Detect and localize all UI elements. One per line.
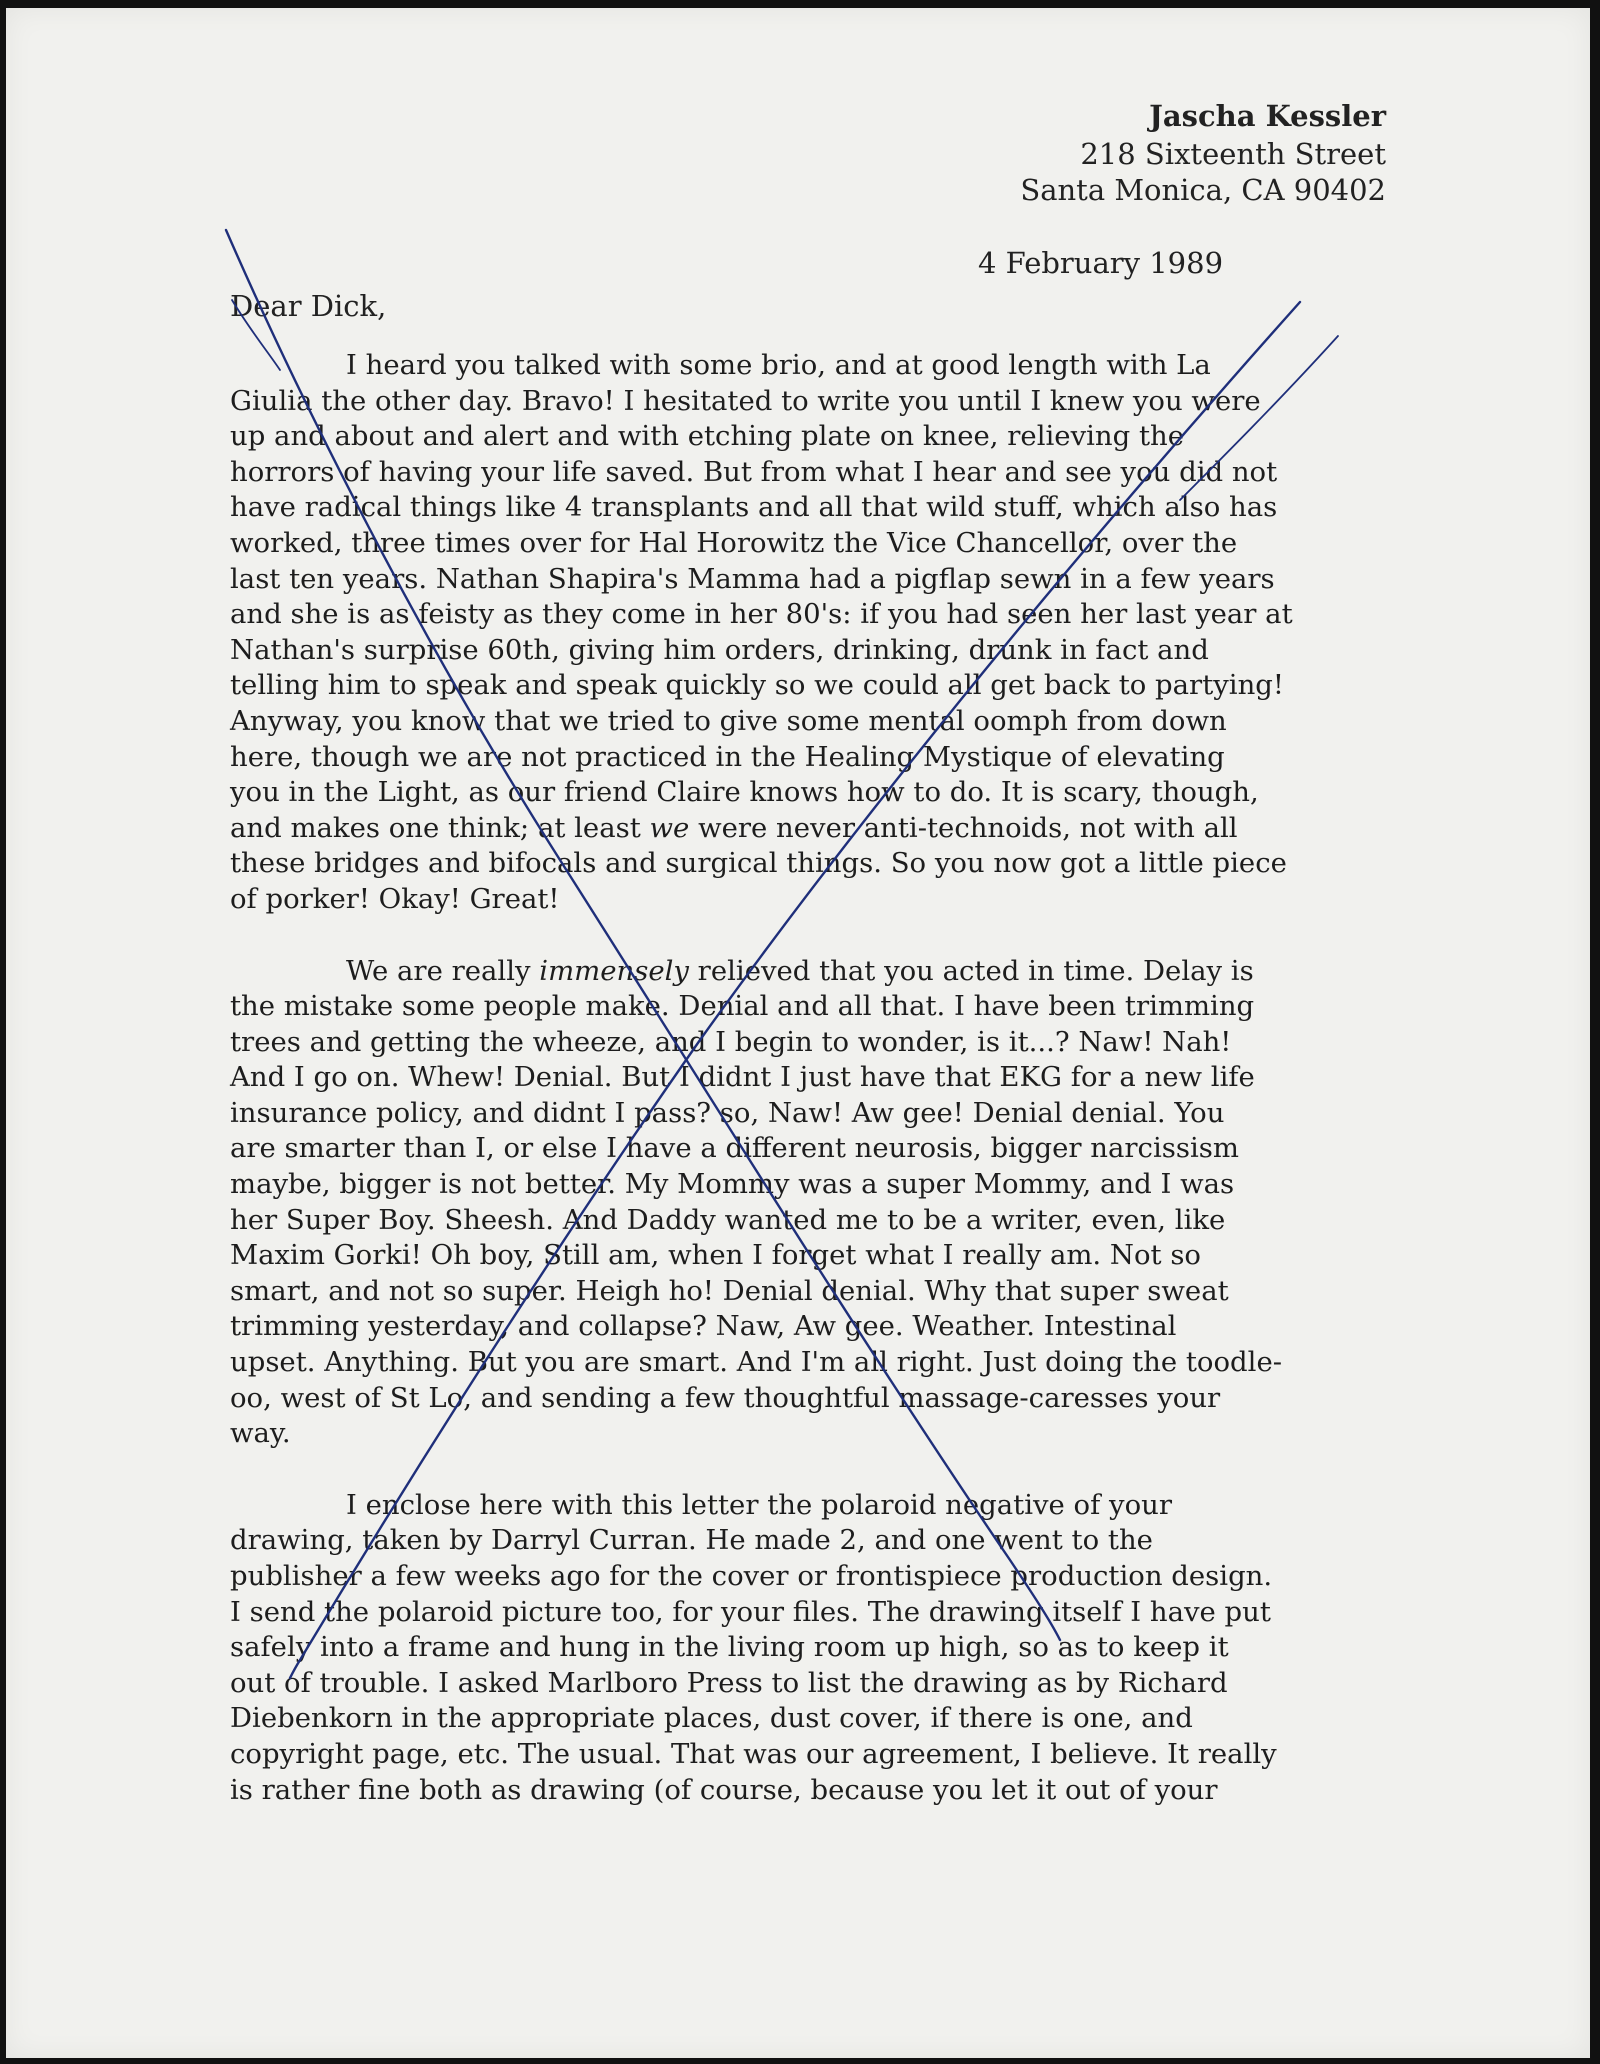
text-line [230, 811, 1362, 847]
text-line: of porker! Okay! Great! [230, 882, 560, 915]
text-line: way. [230, 1417, 291, 1450]
letter-body [230, 348, 1362, 1844]
text-line: drawing, taken by Darryl Curran. He made 2, and one went to the [230, 1524, 1153, 1557]
paragraph-1 [230, 348, 1362, 918]
text-line: I heard you talked with some brio, and at good length with La [346, 349, 1211, 381]
text-line: are smarter than I, or else I have a different neurosis, bigger narcissism [230, 1132, 1239, 1165]
text-line: up and about and alert and with etching plate on knee, relieving the [230, 420, 1184, 453]
text-line: I enclose here with this letter the polaroid negative of your [346, 1488, 1172, 1521]
text-line: Nathan's surprise 60th, giving him orders, drinking, drunk in fact and [230, 633, 1209, 666]
text-segment: relieved that you acted in time. Delay is [688, 954, 1254, 987]
text-line: Anyway, you know that we tried to give some mental oomph from down [230, 704, 1227, 737]
sender-name: Jascha Kessler [1149, 99, 1386, 133]
paragraph-3 [230, 1488, 1362, 1808]
text-line: telling him to speak and speak quickly so we could all get back to partying! [230, 669, 1284, 702]
text-segment: were never anti-technoids, not with all [689, 811, 1238, 844]
text-line: her Super Boy. Sheesh. And Daddy wanted me to be a writer, even, like [230, 1203, 1226, 1236]
text-line: is rather fine both as drawing (of course, because you let it out of your [230, 1773, 1218, 1806]
text-line: I send the polaroid picture too, for your files. The drawing itself I have put [230, 1595, 1271, 1628]
text-line: And I go on. Whew! Denial. But I didnt I just have that EKG for a new life [230, 1061, 1255, 1094]
text-line: trimming yesterday, and collapse? Naw, Aw gee. Weather. Intestinal [230, 1310, 1177, 1343]
text-line: horrors of having your life saved. But from what I hear and see you did not [230, 455, 1278, 488]
text-line: you in the Light, as our friend Claire knows how to do. It is scary, though, [230, 776, 1259, 809]
text-segment: and makes one think; at least [230, 811, 641, 844]
text-line: have radical things like 4 transplants and all that wild stuff, which also has [230, 491, 1278, 524]
text-line: and she is as feisty as they come in her 80's: if you had seen her last year at [230, 598, 1293, 631]
italic-text: immensely [539, 954, 689, 987]
text-line: safely into a frame and hung in the living room up high, so as to keep it [230, 1631, 1229, 1664]
salutation: Dear Dick, [230, 289, 387, 323]
letter-date: 4 February 1989 [978, 246, 1224, 280]
text-line: oo, west of St Lo, and sending a few thoughtful massage-caresses your [230, 1381, 1221, 1414]
text-line: copyright page, etc. The usual. That was our agreement, I believe. It really [230, 1737, 1277, 1770]
italic-text: we [649, 811, 690, 844]
letterhead [1020, 96, 1386, 208]
text-line: maybe, bigger is not better. My Mommy was a super Mommy, and I was [230, 1168, 1235, 1201]
paragraph-2 [230, 954, 1362, 1452]
sender-street: 218 Sixteenth Street [1080, 137, 1386, 171]
text-line: smart, and not so super. Heigh ho! Denial denial. Why that super sweat [230, 1274, 1229, 1307]
text-line: here, though we are not practiced in the Healing Mystique of elevating [230, 740, 1225, 773]
sender-city: Santa Monica, CA 90402 [1020, 173, 1386, 207]
text-line: out of trouble. I asked Marlboro Press to list the drawing as by Richard [230, 1666, 1228, 1699]
text-line: these bridges and bifocals and surgical things. So you now got a little piece [230, 847, 1287, 880]
text-line [230, 954, 1362, 990]
letter-page [6, 8, 1590, 2058]
text-line: trees and getting the wheeze, and I begin to wonder, is it...? Naw! Nah! [230, 1025, 1232, 1058]
text-line: worked, three times over for Hal Horowitz the Vice Chancellor, over the [230, 526, 1238, 559]
text-line: Maxim Gorki! Oh boy, Still am, when I forget what I really am. Not so [230, 1239, 1201, 1272]
text-line: Diebenkorn in the appropriate places, dust cover, if there is one, and [230, 1702, 1193, 1735]
text-line: upset. Anything. But you are smart. And I'm all right. Just doing the toodle- [230, 1346, 1283, 1379]
text-line: last ten years. Nathan Shapira's Mamma had a pigflap sewn in a few years [230, 562, 1275, 595]
text-line: Giulia the other day. Bravo! I hesitated to write you until I knew you were [230, 384, 1261, 417]
text-line: insurance policy, and didnt I pass? so, Naw! Aw gee! Denial denial. You [230, 1096, 1225, 1129]
text-line: the mistake some people make. Denial and all that. I have been trimming [230, 990, 1255, 1023]
text-segment: We are really [346, 954, 540, 987]
text-line: publisher a few weeks ago for the cover or frontispiece production design. [230, 1560, 1273, 1592]
